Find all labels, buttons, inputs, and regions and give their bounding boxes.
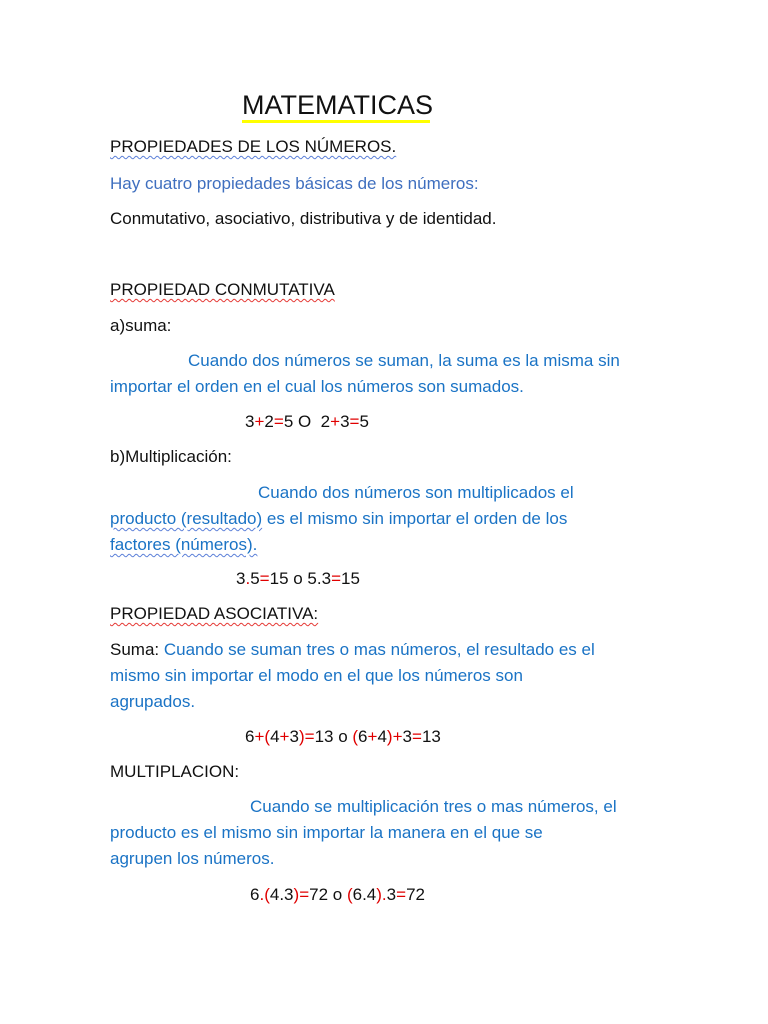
asociativa-mult-line-3: agrupen los números. <box>110 849 275 868</box>
eq-term: 2 <box>264 412 274 431</box>
title-highlight-underline <box>242 120 430 123</box>
section-asociativa <box>110 605 318 622</box>
plus-sign: + <box>392 727 403 746</box>
eq-term: 6 <box>250 885 260 904</box>
asociativa-suma-line-2: mismo sin importar el modo en el que los números son <box>110 666 523 685</box>
properties-list: Conmutativo, asociativo, distributiva y de identidad. <box>110 209 497 228</box>
dot-sign: . <box>259 885 265 904</box>
properties-heading-text: PROPIEDADES DE LOS NÚMEROS. <box>110 137 397 156</box>
conmutativa-mult-line-2-underlined: producto (resultado) <box>110 509 263 528</box>
eq-term: 3 <box>386 885 397 904</box>
eq-term: 6 <box>245 727 255 746</box>
dot-sign: . <box>316 569 322 588</box>
conmutativa-suma-line-1: Cuando dos números se suman, la suma es la misma sin <box>188 351 620 370</box>
equals-sign: = <box>299 885 310 904</box>
conmutativa-mult-line-2 <box>110 510 567 527</box>
conmutativa-suma-line-2: importar el orden en el cual los números son sumados. <box>110 377 524 396</box>
close-paren: ) <box>376 885 382 904</box>
eq-term: 4 <box>377 727 387 746</box>
open-paren: ( <box>346 885 353 904</box>
eq-term: 3 <box>245 412 255 431</box>
equals-sign: = <box>331 569 342 588</box>
eq-term: 5 <box>250 569 260 588</box>
asociativa-suma-line-3: agrupados. <box>110 692 196 711</box>
label-multiplacion: MULTIPLACION: <box>110 762 240 781</box>
asociativa-mult-line-1: Cuando se multiplicación tres o mas números, el <box>250 797 617 816</box>
plus-sign: + <box>330 412 341 431</box>
section-conmutativa <box>110 281 335 298</box>
conmutativa-mult-line-3-text: factores (números). <box>110 535 258 554</box>
eq-term: 13 o <box>314 727 353 746</box>
section-conmutativa-text: PROPIEDAD CONMUTATIVA <box>110 280 335 299</box>
properties-heading <box>110 138 396 155</box>
plus-sign: + <box>279 727 290 746</box>
equation-conmutativa-suma <box>245 413 369 430</box>
equation-asociativa-mult <box>250 886 425 903</box>
equals-sign: = <box>349 412 360 431</box>
equals-sign: = <box>412 727 422 746</box>
label-a-suma: a)suma: <box>110 316 172 335</box>
eq-term: 15 o 5 <box>269 569 317 588</box>
eq-term: 3 <box>340 412 350 431</box>
asociativa-suma-label: Suma: <box>110 640 164 659</box>
eq-term: 4.3 <box>269 885 294 904</box>
plus-sign: + <box>367 727 378 746</box>
page-title: MATEMATICAS <box>242 90 434 120</box>
equals-sign: = <box>273 412 284 431</box>
eq-term: 3 <box>321 569 332 588</box>
eq-term: 6.4 <box>352 885 377 904</box>
plus-sign: + <box>254 727 265 746</box>
eq-term: 5 <box>359 412 369 431</box>
conmutativa-mult-line-3 <box>110 536 257 553</box>
eq-term: 6 <box>358 727 368 746</box>
equals-sign: = <box>304 727 315 746</box>
eq-term: 72 o <box>309 885 347 904</box>
open-paren: ( <box>264 727 271 746</box>
eq-term: 3 <box>289 727 299 746</box>
dot-sign: . <box>245 569 251 588</box>
equals-sign: = <box>259 569 270 588</box>
eq-term: 15 <box>341 569 360 588</box>
eq-term: 3 <box>402 727 412 746</box>
asociativa-mult-line-2: producto es el mismo sin importar la manera en el que se <box>110 823 543 842</box>
close-paren: ) <box>293 885 300 904</box>
eq-term: 4 <box>270 727 280 746</box>
conmutativa-mult-line-1: Cuando dos números son multiplicados el <box>258 483 574 502</box>
asociativa-suma-line-1 <box>110 641 595 658</box>
close-paren: ) <box>386 727 393 746</box>
dot-sign: . <box>381 885 387 904</box>
equation-asociativa-suma <box>245 728 441 745</box>
plus-sign: + <box>254 412 265 431</box>
eq-term: 3 <box>236 569 246 588</box>
label-b-multiplicacion: b)Multiplicación: <box>110 447 232 466</box>
intro-text: Hay cuatro propiedades básicas de los números: <box>110 174 479 193</box>
open-paren: ( <box>352 727 359 746</box>
eq-term: 72 <box>406 885 425 904</box>
equation-conmutativa-mult <box>236 570 360 587</box>
equals-sign: = <box>396 885 407 904</box>
close-paren: ) <box>298 727 305 746</box>
eq-term: 13 <box>421 727 441 746</box>
open-paren: ( <box>264 885 270 904</box>
asociativa-suma-text: Cuando se suman tres o mas números, el resultado es el <box>163 640 595 659</box>
section-asociativa-text: PROPIEDAD ASOCIATIVA: <box>110 604 319 623</box>
conmutativa-mult-line-2-rest: es el mismo sin importar el orden de los <box>262 509 568 528</box>
eq-term: 5 O 2 <box>283 412 331 431</box>
